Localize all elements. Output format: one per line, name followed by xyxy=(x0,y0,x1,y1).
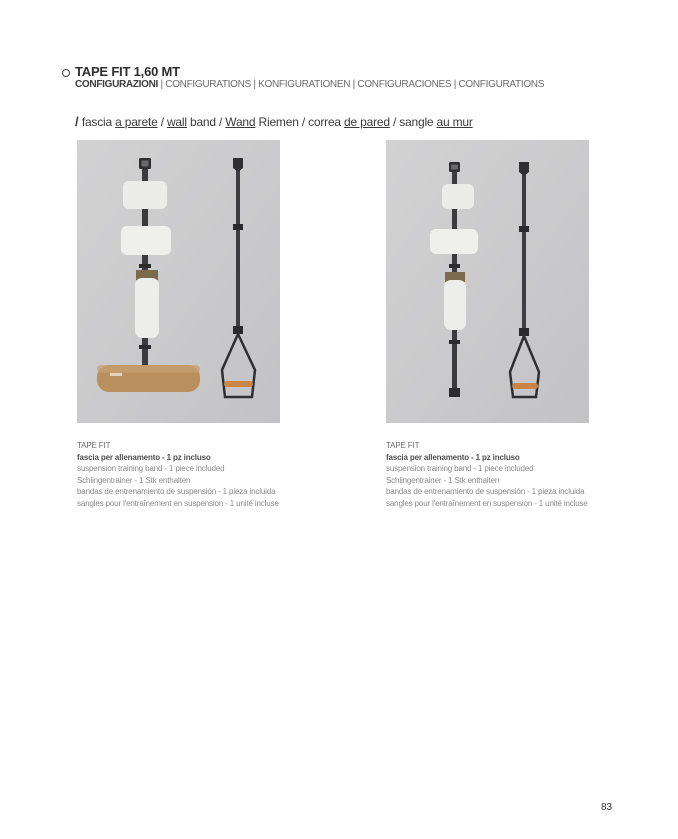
caption-spanish: bandas de entrenamiento de suspensión - 1 pieza incluida xyxy=(386,487,585,496)
configurations-rest: | CONFIGURATIONS | KONFIGURATIONEN | CONFIGURACIONES | CONFIGURATIONS xyxy=(158,79,545,90)
caption-spanish: bandas de entrenamiento de suspensión - 1 pieza incluida xyxy=(77,487,276,496)
caption-english: suspension training band - 1 piece included xyxy=(77,464,225,473)
tape-fit-illustration-1 xyxy=(77,140,280,423)
lang-en: wall band xyxy=(166,115,216,129)
caption-french: sangles pour l'entraînement en suspension - 1 unité incluse xyxy=(77,498,279,508)
section-title: TAPE FIT 1,60 MT xyxy=(75,64,180,79)
caption-title: TAPE FIT xyxy=(77,441,111,450)
caption-french: sangles pour l'entraînement en suspension - 1 unité incluse xyxy=(386,498,588,508)
lang-fr: sangle au mur xyxy=(399,115,473,129)
lang-es: correa de pared xyxy=(308,115,390,129)
tape-fit-illustration-2 xyxy=(386,140,589,423)
page-number: 83 xyxy=(601,802,613,813)
bullet-circle-icon xyxy=(62,69,70,77)
caption-italian: fascia per allenamento - 1 pz incluso xyxy=(77,452,211,462)
wall-band-language-line: / fascia a parete / wall band / Wand Riemen / correa de pared / sangle au mur xyxy=(75,114,473,129)
caption-english: suspension training band - 1 piece included xyxy=(386,464,534,473)
configurations-line xyxy=(75,79,544,90)
caption-title: TAPE FIT xyxy=(386,441,420,450)
product-photo-without-mat xyxy=(386,140,589,423)
caption-german: Schlingentrainer - 1 Stk enthalten xyxy=(77,475,191,485)
lang-de: Wand Riemen xyxy=(225,115,299,129)
product-caption-1 xyxy=(77,440,279,509)
lang-it: fascia a parete xyxy=(81,115,158,129)
caption-german: Schlingentrainer - 1 Stk enthalten xyxy=(386,475,500,485)
configurations-bold: CONFIGURAZIONI xyxy=(75,79,159,90)
caption-italian: fascia per allenamento - 1 pz incluso xyxy=(386,452,520,462)
product-caption-2 xyxy=(386,440,588,509)
product-photo-with-mat xyxy=(77,140,280,423)
